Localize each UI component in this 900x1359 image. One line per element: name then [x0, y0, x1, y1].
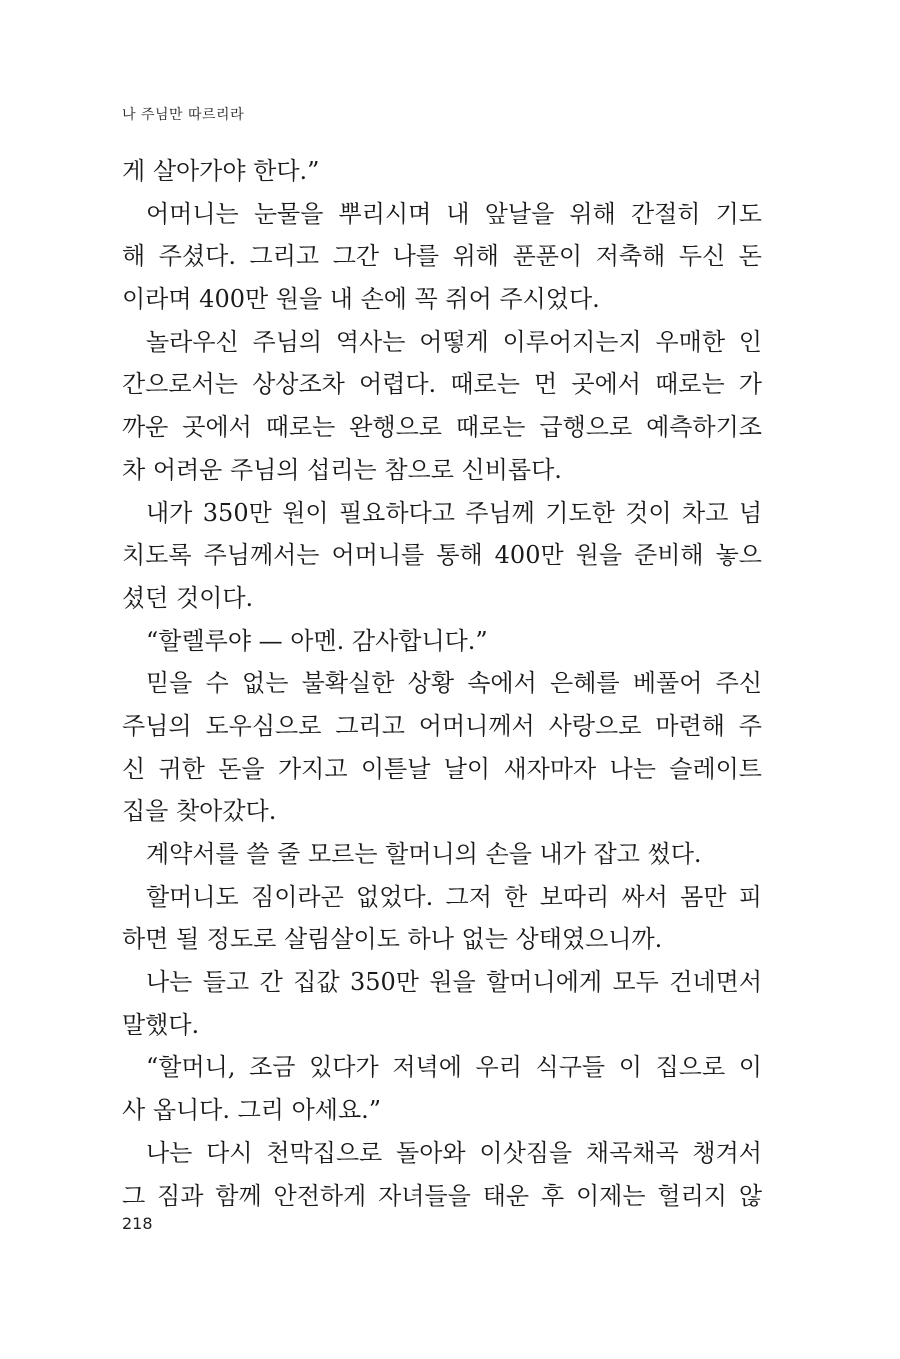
text-line: 치도록 주님께서는 어머니를 통해 400만 원을 준비해 놓으 [122, 541, 762, 570]
text-line: 까운 곳에서 때로는 완행으로 때로는 급행으로 예측하기조 [122, 413, 762, 442]
text-line: 그 짐과 함께 안전하게 자녀들을 태운 후 이제는 헐리지 않 [122, 1181, 762, 1210]
text-line: 계약서를 쓸 줄 모르는 할머니의 손을 내가 잡고 썼다. [146, 840, 702, 868]
text-line: 해 주셨다. 그리고 그간 나를 위해 푼푼이 저축해 두신 돈 [122, 242, 762, 271]
text-line: 셨던 것이다. [122, 583, 254, 612]
page-number: 218 [122, 1214, 153, 1233]
text-line: 말했다. [122, 1010, 200, 1039]
text-line: 이라며 400만 원을 내 손에 꼭 쥐어 주시었다. [122, 285, 600, 314]
text-line: 믿을 수 없는 불확실한 상황 속에서 은혜를 베풀어 주신 [146, 669, 762, 698]
text-line: 할머니도 짐이라곤 없었다. 그저 한 보따리 싸서 몸만 피 [146, 882, 762, 911]
running-head: 나 주님만 따르리라 [122, 107, 245, 123]
text-line: 사 옵니다. 그리 아세요.” [122, 1096, 382, 1125]
text-line: 간으로서는 상상조차 어렵다. 때로는 먼 곳에서 때로는 가 [122, 370, 762, 399]
text-line: 게 살아가야 한다.” [122, 157, 320, 185]
text-line: “할렐루야 — 아멘. 감사합니다.” [146, 626, 488, 655]
body-text [122, 150, 762, 1217]
text-line: 신 귀한 돈을 가지고 이튿날 날이 새자마자 나는 슬레이트 [122, 754, 762, 783]
text-line: 차 어려운 주님의 섭리는 참으로 신비롭다. [122, 455, 562, 484]
text-line: 놀라우신 주님의 역사는 어떻게 이루어지는지 우매한 인 [146, 327, 762, 356]
text-line: 내가 350만 원이 필요하다고 주님께 기도한 것이 차고 넘 [146, 498, 762, 527]
text-line: 하면 될 정도로 살림살이도 하나 없는 상태였으니까. [122, 925, 663, 954]
text-line: “할머니, 조금 있다가 저녁에 우리 식구들 이 집으로 이 [146, 1053, 762, 1082]
text-line: 어머니는 눈물을 뿌리시며 내 앞날을 위해 간절히 기도 [146, 199, 762, 228]
text-line: 나는 들고 간 집값 350만 원을 할머니에게 모두 건네면서 [146, 968, 762, 997]
text-line: 나는 다시 천막집으로 돌아와 이삿짐을 채곡채곡 챙겨서 [146, 1138, 762, 1167]
text-line: 주님의 도우심으로 그리고 어머니께서 사랑으로 마련해 주 [122, 711, 762, 740]
text-line: 집을 찾아갔다. [122, 797, 277, 826]
